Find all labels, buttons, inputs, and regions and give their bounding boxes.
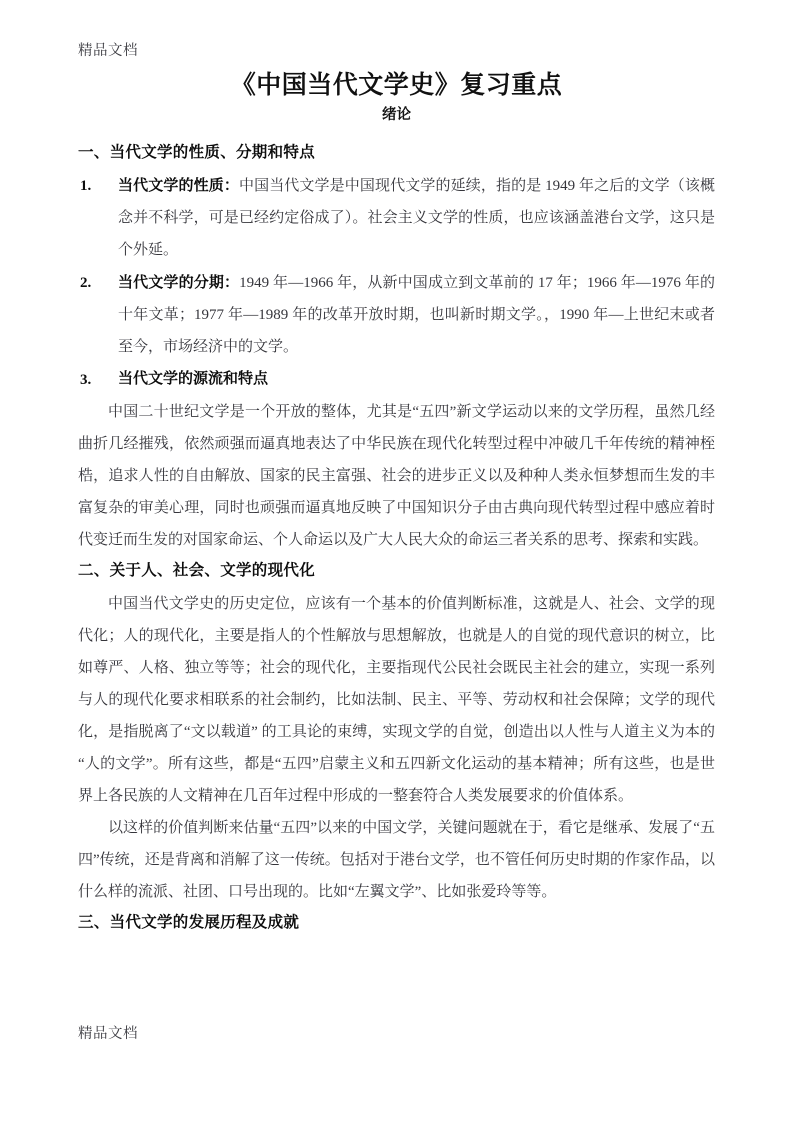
list-item-text: 中国当代文学是中国现代文学的延续，指的是 1949 年之后的文学（该概念并不科学，可是已经约定俗成了）。社会主义文学的性质，也应该涵盖港台文学，这只是个外延。 xyxy=(118,178,715,258)
list-item xyxy=(78,267,715,363)
paragraph: 以这样的价值判断来估量“五四”以来的中国文学，关键问题就在于，看它是继承、发展了“五四”传统，还是背离和消解了这一传统。包括对于港台文学，也不管任何历史时期的作家作品，以什么样的流派、社团、口号出现的。比如“左翼文学”、比如张爱玲等等。 xyxy=(78,820,715,900)
page-title: 《中国当代文学史》复习重点 xyxy=(230,71,563,99)
list-marker: 1. xyxy=(80,178,92,194)
list-item-lead: 当代文学的性质： xyxy=(118,178,239,194)
section-heading-2: 二、关于人、社会、文学的现代化 xyxy=(78,562,316,579)
list-marker: 2. xyxy=(80,275,92,291)
header-watermark: 精品文档 xyxy=(78,43,138,59)
section-heading-1: 一、当代文学的性质、分期和特点 xyxy=(78,144,316,161)
body-flow xyxy=(78,138,715,940)
page-subtitle: 绪论 xyxy=(382,107,411,123)
paragraph: 中国当代文学史的历史定位，应该有一个基本的价值判断标准，这就是人、社会、文学的现代化；人的现代化，主要是指人的个性解放与思想解放，也就是人的自觉的现代意识的树立，比如尊严、人格、独立等等；社会的现代化，主要指现代公民社会既民主社会的建立，实现一系列与人的现代化要求相联系的社会制约，比如法制、民主、平等、劳动权和社会保障；文学的现代化，是指脱离了“文以载道” 的工具论的束缚，实现文学的自觉，创造出以人性与人道主义为本的“人的文学”。所有这些，都是“五四”启蒙主义和五四新文化运动的基本精神；所有这些，也是世界上各民族的人文精神在几百年过程中形成的一整套符合人类发展要求的价值体系。 xyxy=(78,596,715,804)
list-item-lead: 当代文学的分期： xyxy=(118,275,240,291)
paragraph: 中国二十世纪文学是一个开放的整体，尤其是“五四”新文学运动以来的文学历程，虽然几经曲折几经摧残，依然顽强而逼真地表达了中华民族在现代化转型过程中冲破几千年传统的精神桎梏，追求人性的自由解放、国家的民主富强、社会的进步正义以及种种人类永恒梦想而生发的丰富复杂的审美心理，同时也顽强而逼真地反映了中国知识分子由古典向现代转型过程中感应着时代变迁而生发的对国家命运、个人命运以及广大人民大众的命运三者关系的思考、探索和实践。 xyxy=(78,404,715,548)
section-heading-3: 三、当代文学的发展历程及成就 xyxy=(78,914,300,931)
list-item xyxy=(78,364,715,395)
list-item xyxy=(78,170,715,266)
list-item-text: 1949 年—1966 年，从新中国成立到文革前的 17 年；1966 年—1976 年的十年文革；1977 年—1989 年的改革开放时期，也叫新时期文学。，1990 年—上世纪末或者至今，市场经济中的文学。 xyxy=(118,275,715,355)
footer-watermark: 精品文档 xyxy=(78,1026,138,1042)
list-marker: 3. xyxy=(80,372,92,388)
list-item-lead: 当代文学的源流和特点 xyxy=(118,371,269,387)
